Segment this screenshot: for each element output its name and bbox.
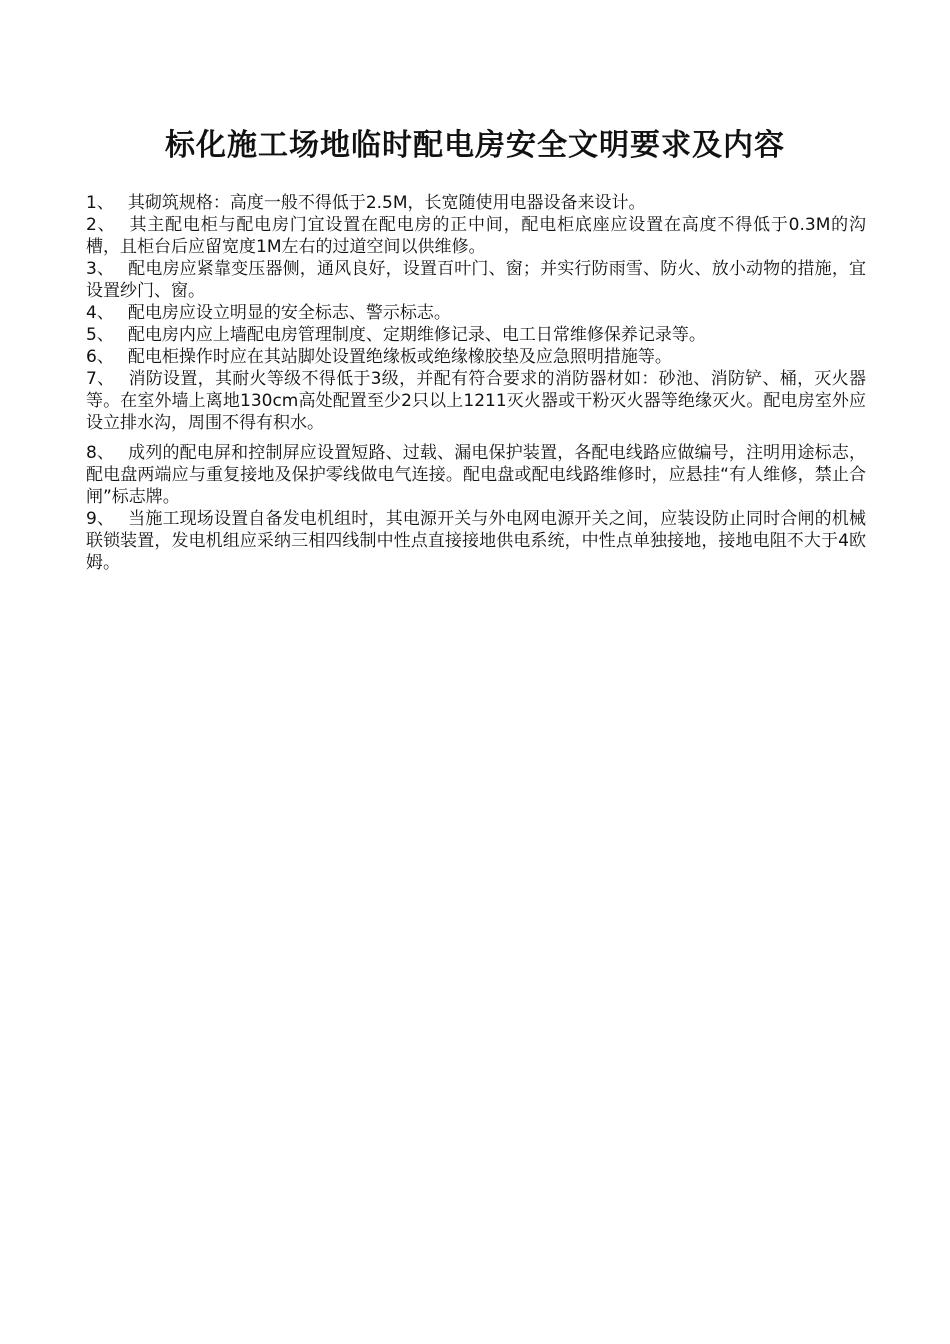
list-item: [86, 214, 866, 258]
item-number: 1、: [86, 193, 114, 213]
item-text: 其砌筑规格：高度一般不得低于2.5M，长宽随使用电器设备来设计。: [127, 193, 646, 213]
item-number: 4、: [86, 303, 114, 323]
item-number: 8、: [86, 443, 115, 463]
item-text: 当施工现场设置自备发电机组时，其电源开关与外电网电源开关之间，应装设防止同时合闸的机械联锁装置，发电机组应采纳三相四线制中性点直接接地供电系统，中性点单独接地，接地电阻不大于4欧姆。: [86, 509, 867, 573]
item-number: 9、: [86, 509, 115, 529]
list-item: [86, 368, 866, 434]
item-number: 5、: [86, 325, 114, 345]
requirements-list: [86, 192, 866, 574]
item-text: 消防设置，其耐火等级不得低于3级，并配有符合要求的消防器材如：砂池、消防铲、桶，灭火器等。在室外墙上离地130cm高处配置至少2只以上1211灭火器或干粉灭火器等绝缘灭火。配电房室外应设立排水沟，周围不得有积水。: [86, 369, 866, 433]
item-text: 配电柜操作时应在其站脚处设置绝缘板或绝缘橡胶垫及应急照明措施等。: [127, 347, 672, 367]
item-number: 2、: [86, 215, 116, 235]
item-number: 7、: [86, 369, 115, 389]
item-number: 3、: [86, 259, 115, 279]
list-item: [86, 324, 866, 346]
page-title: 标化施工场地临时配电房安全文明要求及内容: [165, 128, 785, 163]
item-text: 成列的配电屏和控制屏应设置短路、过载、漏电保护装置，各配电线路应做编号，注明用途标志，配电盘两端应与重复接地及保护零线做电气连接。配电盘或配电线路维修时，应悬挂“有人维修，禁止合闸”标志牌。: [86, 443, 867, 507]
list-item: [86, 302, 866, 324]
list-item: [86, 346, 866, 368]
item-number: 6、: [86, 347, 114, 367]
list-item: [86, 442, 866, 508]
list-item: [86, 258, 866, 302]
item-text: 配电房应紧靠变压器侧，通风良好，设置百叶门、窗；并实行防雨雪、防火、放小动物的措施，宜设置纱门、窗。: [86, 259, 867, 301]
item-text: 配电房应设立明显的安全标志、警示标志。: [127, 303, 451, 323]
list-item: [86, 192, 866, 214]
list-item: [86, 508, 866, 574]
item-text: 配电房内应上墙配电房管理制度、定期维修记录、电工日常维修保养记录等。: [127, 325, 706, 345]
item-text: 其主配电柜与配电房门宜设置在配电房的正中间，配电柜底座应设置在高度不得低于0.3M的沟槽，且柜台后应留宽度1M左右的过道空间以供维修。: [86, 215, 866, 257]
